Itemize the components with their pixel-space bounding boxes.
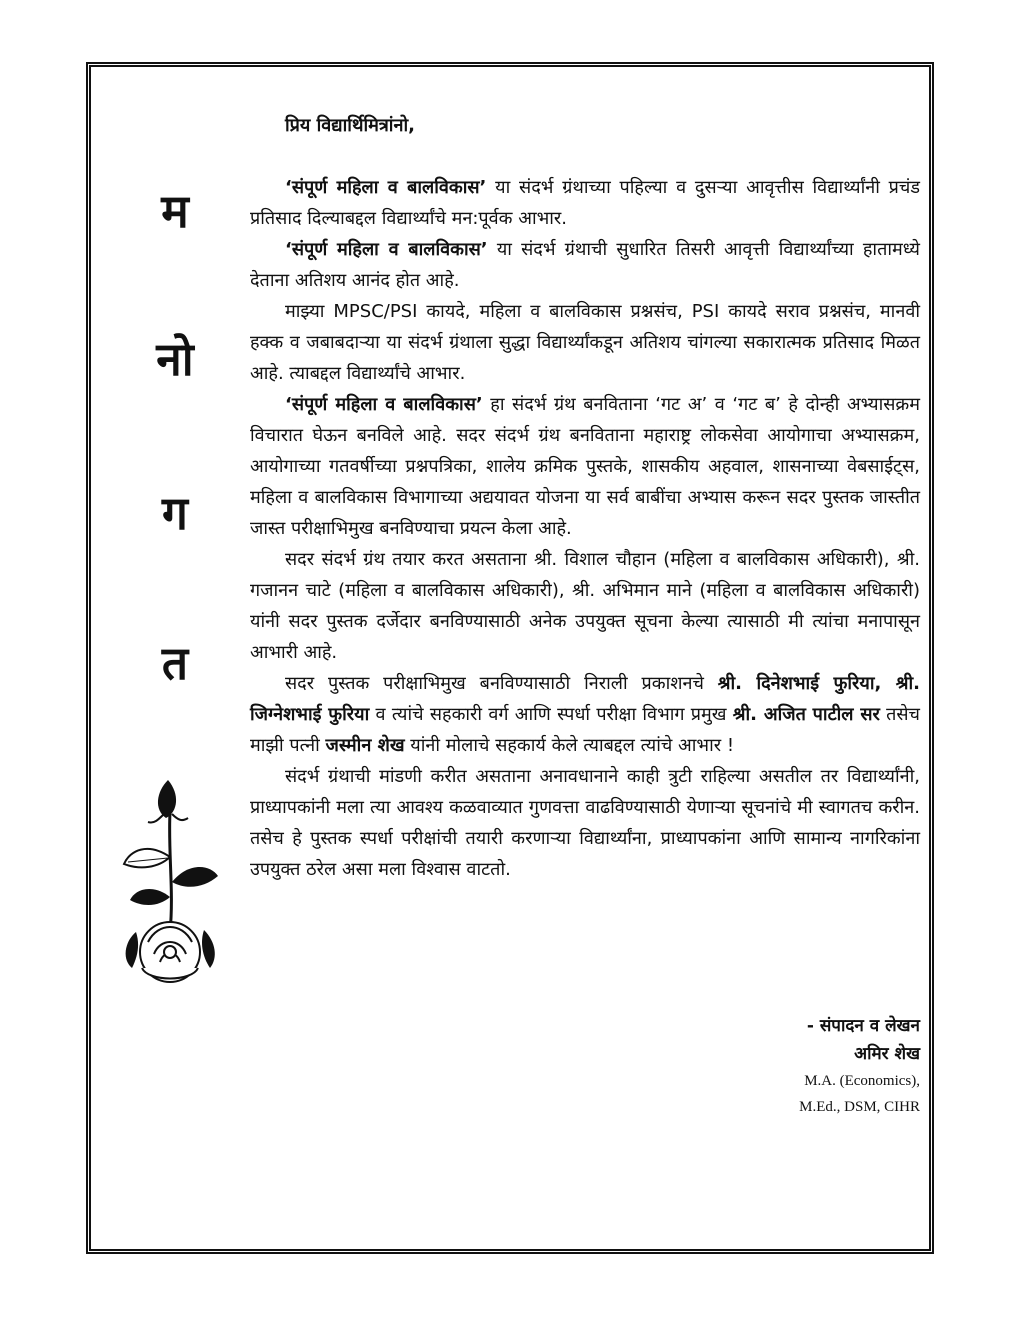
letter-body [250,110,920,885]
book-title: ‘संपूर्ण महिला व बालविकास’ [285,394,483,415]
paragraph-6 [250,668,920,761]
book-title: ‘संपूर्ण महिला व बालविकास’ [285,177,487,198]
rose-illustration-icon [118,772,228,987]
author-degrees-1: M.A. (Economics), [804,1073,920,1089]
paragraph-text: या संदर्भ ग्रंथाच्या पहिल्या व दुसऱ्या आवृत्तीस विद्यार्थ्यांनी प्रचंड प्रतिसाद दिल्याबद्दल विद्यार्थ्यांचे मन:पूर्वक आभार. [250,177,920,229]
signature-role: - संपादन व लेखन [806,1016,920,1036]
paragraph-3: माझ्या MPSC/PSI कायदे, महिला व बालविकास प्रश्नसंच, PSI कायदे सराव प्रश्नसंच, मानवी हक्क व जबाबदाऱ्या या संदर्भ ग्रंथाला सुद्धा विद्यार्थ्यांकडून अतिशय चांगल्या सकारात्मक प्रतिसाद मिळत आहे. त्याबद्दल विद्यार्थ्यांचे आभार. [250,301,920,384]
paragraph-5: सदर संदर्भ ग्रंथ तयार करत असताना श्री. विशाल चौहान (महिला व बालविकास अधिकारी), श्री. गजानन चाटे (महिला व बालविकास अधिकारी), श्री. अभिमान माने (महिला व बालविकास अधिकारी) यांनी सदर पुस्तक दर्जेदार बनविण्यासाठी अनेक उपयुक्त सूचना केल्या त्यासाठी मी त्यांचा मनापासून आभारी आहे. [250,549,920,663]
paragraph-text: यांनी मोलाचे सहकार्य केले त्याबद्दल त्यांचे आभार ! [404,735,735,756]
wife-name: जस्मीन शेख [325,735,405,756]
author-degrees-2: M.Ed., DSM, CIHR [799,1099,920,1115]
paragraph-7: संदर्भ ग्रंथाची मांडणी करीत असताना अनावधानाने काही त्रुटी राहिल्या असतील तर विद्यार्थ्यांनी, प्राध्यापकांनी मला त्या आवश्य कळवाव्यात गुणवत्ता वाढविण्यासाठी येणाऱ्या सूचनांचे मी स्वागतच करीन. तसेच हे पुस्तक स्पर्धा परीक्षांची तयारी करणाऱ्या विद्यार्थ्यांना, प्राध्यापकांना आणि सामान्य नागरिकांना उपयुक्त ठरेल असा मला विश्वास वाटतो. [250,766,920,880]
paragraph-text: या संदर्भ ग्रंथाची सुधारित तिसरी आवृत्ती विद्यार्थ्यांच्या हातामध्ये देताना अतिशय आनंद होत आहे. [250,239,920,291]
side-letter-ga: ग [162,486,188,540]
department-head-name: श्री. अजित पाटील सर [732,704,880,725]
publisher-names: श्री. दिनेशभाई फुरिया, श्री. जिग्नेशभाई फुरिया [250,673,920,725]
side-letter-no: नो [156,332,194,386]
paragraph-2 [250,234,920,296]
paragraph-text: व त्यांचे सहकारी वर्ग आणि स्पर्धा परीक्षा विभाग प्रमुख [369,704,733,725]
paragraph-text: तसेच माझी पत्नी [250,704,920,756]
paragraph-text: हा संदर्भ ग्रंथ बनविताना ‘गट अ’ व ‘गट ब’ हे दोन्ही अभ्यासक्रम विचारात घेऊन बनविले आहे. सदर संदर्भ ग्रंथ बनविताना महाराष्ट्र लोकसेवा आयोगाचा अभ्यासक्रम, आयोगाच्या गतवर्षीच्या प्रश्नपत्रिका, शालेय क्रमिक पुस्तके, शासकीय अहवाल, शासनाच्या वेबसाईट्स, महिला व बालविकास विभागाच्या अद्ययावत योजना या सर्व बाबींचा अभ्यास करून सदर पुस्तक जास्तीत जास्त परीक्षाभिमुख बनविण्याचा प्रयत्न केला आहे. [250,394,920,539]
author-name: अमिर शेख [854,1044,920,1064]
side-letter-ta: त [161,636,189,690]
book-title: ‘संपूर्ण महिला व बालविकास’ [285,239,488,260]
paragraph-4 [250,389,920,544]
paragraph-text: सदर पुस्तक परीक्षाभिमुख बनविण्यासाठी निराली प्रकाशनचे [285,673,718,694]
paragraph-1 [250,172,920,234]
side-letter-ma: म [161,184,189,238]
signature-block [799,1012,920,1120]
greeting: प्रिय विद्यार्थिमित्रांनो, [285,115,415,136]
